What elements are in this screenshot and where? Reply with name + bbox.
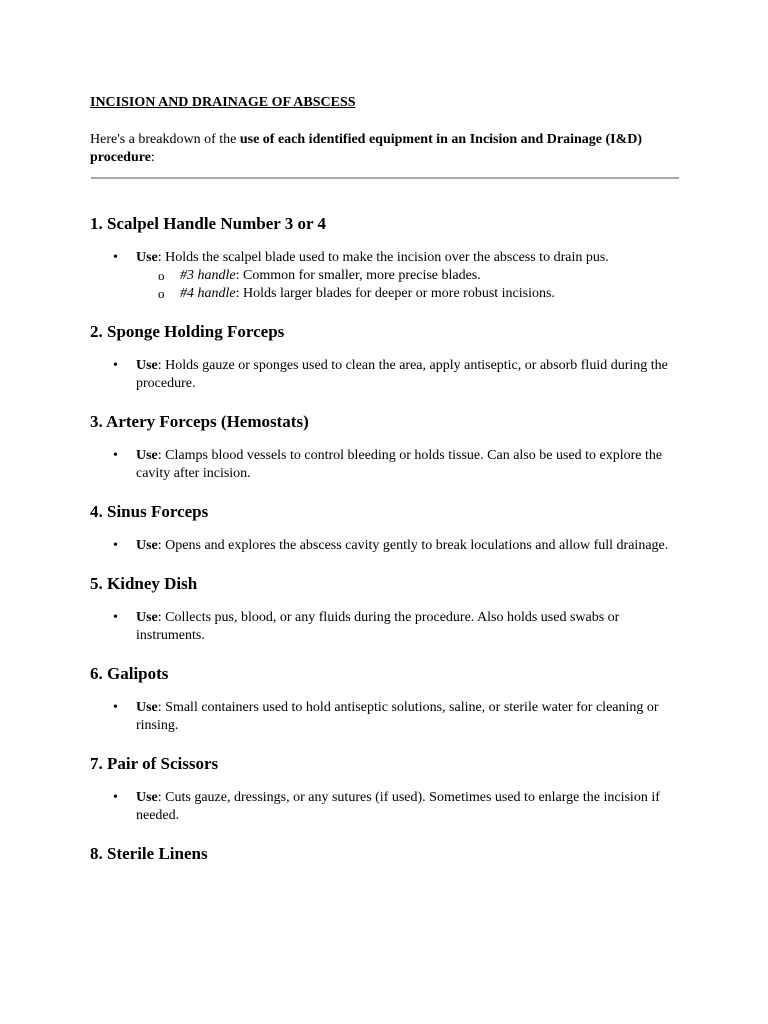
use-label: Use <box>136 790 158 805</box>
section-heading: 8. Sterile Linens <box>90 844 208 863</box>
bullet-icon: • <box>113 448 118 463</box>
list-item <box>90 609 680 645</box>
section-heading: 5. Kidney Dish <box>90 574 198 593</box>
use-text: : Collects pus, blood, or any fluids during the procedure. Also holds used swabs or instruments. <box>136 610 620 643</box>
use-label: Use <box>136 610 158 625</box>
list-item <box>90 699 680 735</box>
bullet-icon: • <box>113 358 118 373</box>
section-heading: 6. Galipots <box>90 664 169 683</box>
list-item <box>90 789 680 825</box>
intro-prefix: Here's a breakdown of the <box>90 132 240 147</box>
section-6 <box>90 663 680 735</box>
list-item <box>90 357 680 393</box>
use-label: Use <box>136 448 158 463</box>
list-item <box>90 249 680 303</box>
section-heading: 7. Pair of Scissors <box>90 754 219 773</box>
section-5 <box>90 573 680 645</box>
sub-item-term: #3 handle <box>180 268 236 283</box>
list-item <box>90 447 680 483</box>
use-text: : Cuts gauze, dressings, or any sutures (if used). Sometimes used to enlarge the incision if needed. <box>136 790 660 823</box>
use-label: Use <box>136 538 158 553</box>
use-text: : Holds the scalpel blade used to make the incision over the abscess to drain pus. <box>157 250 609 265</box>
bullet-icon: • <box>113 538 118 553</box>
use-text: : Opens and explores the abscess cavity gently to break loculations and allow full drainage. <box>157 538 669 553</box>
section-1 <box>90 213 680 303</box>
bullet-list <box>90 699 680 735</box>
bullet-icon: • <box>113 790 118 805</box>
section-heading: 3. Artery Forceps (Hemostats) <box>90 412 309 431</box>
bullet-list <box>90 789 680 825</box>
bullet-icon: • <box>113 610 118 625</box>
use-text: : Clamps blood vessels to control bleeding or holds tissue. Can also be used to explore the cavity after incision. <box>136 448 663 481</box>
use-text: : Holds gauze or sponges used to clean the area, apply antiseptic, or absorb fluid during the procedure. <box>136 358 668 391</box>
section-4 <box>90 501 680 555</box>
use-label: Use <box>136 250 158 265</box>
sub-item-text: : Holds larger blades for deeper or more robust incisions. <box>235 286 555 301</box>
bullet-list <box>90 447 680 483</box>
document-page <box>90 94 680 865</box>
section-heading: 1. Scalpel Handle Number 3 or 4 <box>90 214 326 233</box>
section-8 <box>90 843 680 865</box>
list-item <box>90 537 680 555</box>
bullet-icon: • <box>113 700 118 715</box>
use-text: : Small containers used to hold antiseptic solutions, saline, or sterile water for cleaning or rinsing. <box>136 700 659 733</box>
bullet-list <box>90 537 680 555</box>
sub-list-item <box>136 285 680 303</box>
bullet-icon: • <box>113 250 118 265</box>
section-3 <box>90 411 680 483</box>
intro-paragraph <box>90 131 680 167</box>
circle-bullet-icon: o <box>158 286 165 301</box>
use-label: Use <box>136 700 158 715</box>
bullet-list <box>90 609 680 645</box>
horizontal-divider <box>91 177 679 179</box>
circle-bullet-icon: o <box>158 268 165 283</box>
sub-item-text: : Common for smaller, more precise blades. <box>235 268 481 283</box>
sub-list-item <box>136 267 680 285</box>
section-2 <box>90 321 680 393</box>
intro-suffix: : <box>150 150 155 165</box>
sub-item-term: #4 handle <box>180 286 236 301</box>
use-label: Use <box>136 358 158 373</box>
bullet-list <box>90 357 680 393</box>
section-heading: 2. Sponge Holding Forceps <box>90 322 285 341</box>
sections-container <box>90 213 680 865</box>
sub-list <box>136 267 680 303</box>
document-title: INCISION AND DRAINAGE OF ABSCESS <box>90 95 356 110</box>
bullet-list <box>90 249 680 303</box>
section-7 <box>90 753 680 825</box>
intro-bold: use of each identified equipment in an Incision and Drainage (I&D) procedure <box>90 132 643 165</box>
section-heading: 4. Sinus Forceps <box>90 502 209 521</box>
